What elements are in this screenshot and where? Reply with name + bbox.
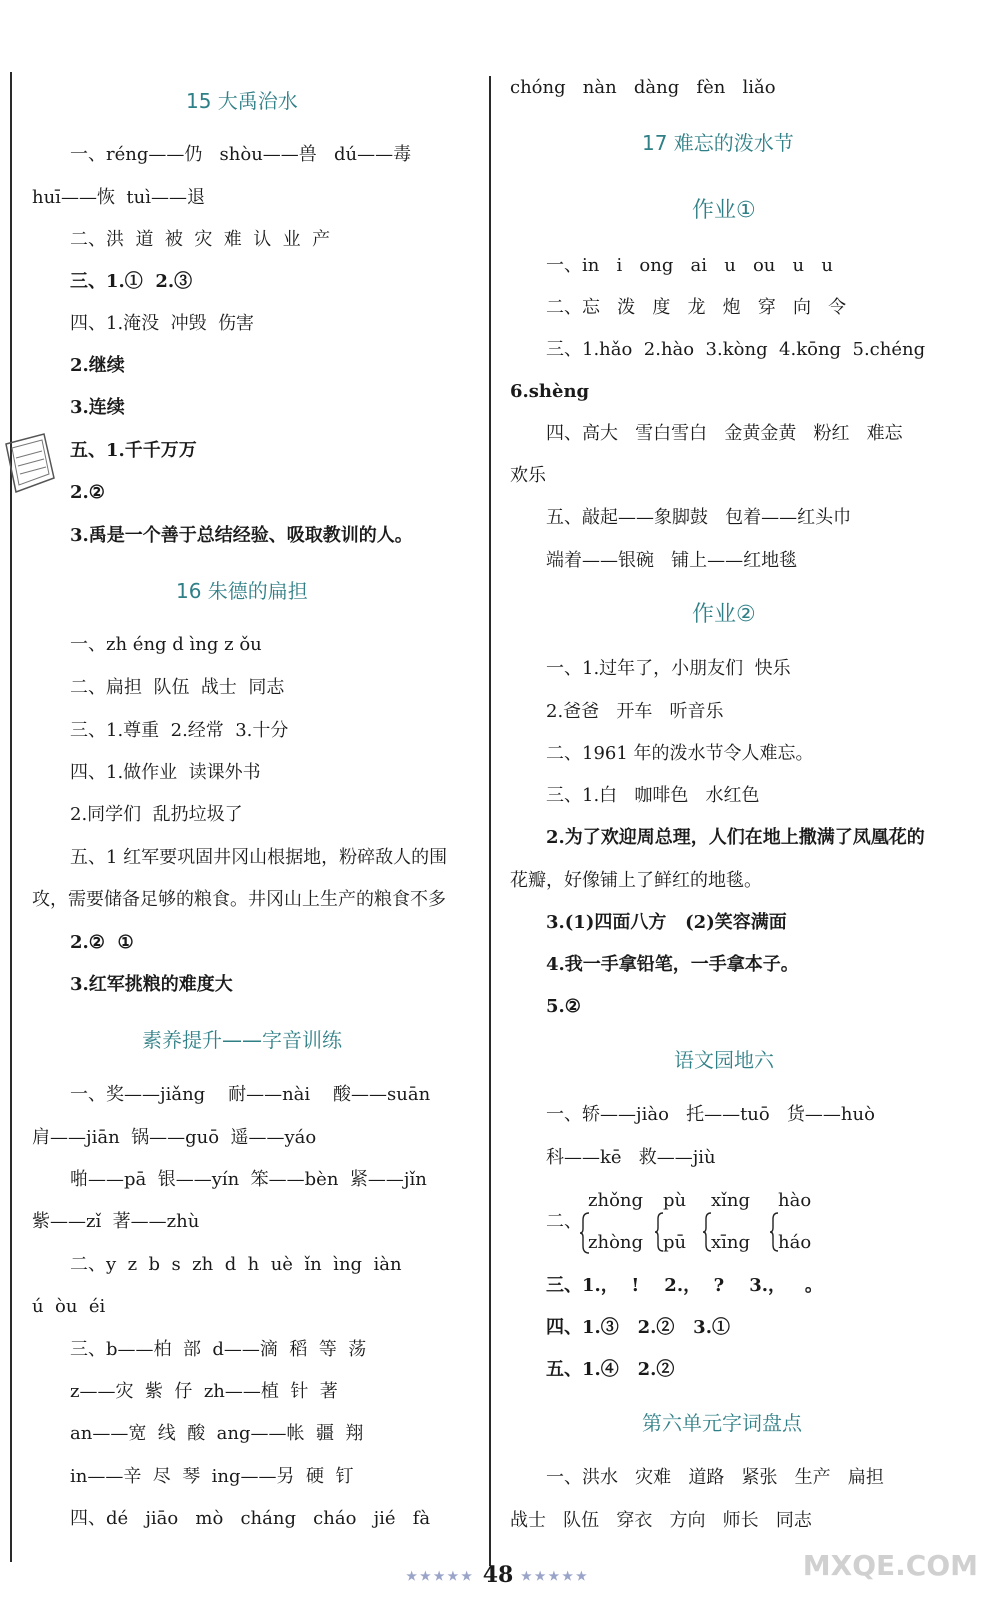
hw2-line: 5.② [546, 996, 581, 1017]
s16-line: 三、1.尊重 2.经常 3.十分 [70, 720, 289, 741]
s15-line: 四、1.淹没 冲毁 伤害 [70, 313, 255, 334]
yw-pair-bottom: xīng [711, 1232, 751, 1253]
s16-line: 攻，需要储备足够的粮食。井冈山上生产的粮食不多 [32, 889, 446, 910]
train-line: 三、b——柏 部 d——滴 稻 等 荡 [70, 1339, 367, 1360]
hw1-line: 一、in i ong ai u ou u u [546, 255, 833, 276]
yw-pair-bottom: pū [663, 1232, 687, 1253]
hw1-line: 四、高大 雪白雪白 金黄金黄 粉红 难忘 [546, 423, 903, 444]
section-title-17: 17 难忘的泼水节 [642, 131, 794, 155]
yw-pair-bottom: háo [778, 1232, 812, 1253]
s16-line: 一、zh éng d ìng z ǒu [70, 634, 262, 655]
section-title-15: 15 大禹治水 [186, 89, 298, 113]
s15-line: 3.禹是一个善于总结经验、吸取教训的人。 [70, 525, 413, 546]
unit-line: 战士 队伍 穿衣 方向 师长 同志 [510, 1510, 812, 1531]
s16-line: 四、1.做作业 读课外书 [70, 762, 261, 783]
train-line: an——宽 线 酸 ang——帐 疆 翔 [70, 1423, 364, 1444]
s15-line: 二、洪 道 被 灾 难 认 业 产 [70, 229, 331, 250]
train-line: 肩——jiān 锅——guō 遥——yáo [32, 1127, 317, 1148]
unit-line: 一、洪水 灾难 道路 紧张 生产 扁担 [546, 1467, 884, 1488]
hw2-line: 2.爸爸 开车 听音乐 [546, 701, 724, 722]
train-line: 紫——zǐ 著——zhù [32, 1211, 200, 1232]
train-line: 一、奖——jiǎng 耐——nài 酸——suān [70, 1084, 431, 1105]
yw-line: 一、轿——jiào 托——tuō 货——huò [546, 1104, 875, 1125]
star-decoration-icon: ★★★★★ [520, 1569, 590, 1583]
train-line: 二、y z b s zh d h uè ǐn ìng iàn [70, 1254, 402, 1275]
top-continued-line: chóng nàn dàng fèn liǎo [510, 77, 776, 98]
hw2-line: 一、1.过年了，小朋友们 快乐 [546, 658, 791, 679]
train-line: in——辛 尽 琴 ing——另 硬 钉 [70, 1466, 354, 1487]
hw1-line: 二、忘 泼 度 龙 炮 穿 向 令 [546, 297, 847, 318]
column-divider [489, 76, 491, 1566]
section-title-train: 素养提升——字音训练 [142, 1028, 342, 1052]
yw-pair-top: hào [778, 1190, 812, 1211]
watermark: MXQE.COM [802, 1549, 978, 1582]
hw1-line: 三、1.hǎo 2.hào 3.kòng 4.kōng 5.chéng [546, 339, 926, 360]
hw2-line: 2.为了欢迎周总理，人们在地上撒满了凤凰花的 [546, 827, 925, 848]
train-line: 啪——pā 银——yín 笨——bèn 紧——jǐn [70, 1169, 427, 1190]
hw1-line: 端着——银碗 铺上——红地毯 [546, 550, 798, 571]
s16-line: 五、1 红军要巩固井冈山根据地，粉碎敌人的围 [70, 847, 448, 868]
hw2-line: 花瓣，好像铺上了鲜红的地毯。 [510, 870, 762, 891]
stamp-graphic [0, 430, 56, 500]
hw2-line: 二、1961 年的泼水节令人难忘。 [546, 743, 814, 764]
s15-line: 一、réng——仍 shòu——兽 dú——毒 [70, 144, 412, 165]
hw1-line: 五、敲起——象脚鼓 包着——红头巾 [546, 507, 852, 528]
s16-line: 3.红军挑粮的难度大 [70, 974, 233, 995]
s16-line: 2.② ① [70, 932, 134, 953]
section-title-yuwen: 语文园地六 [674, 1048, 774, 1072]
yw-pair-top: zhǒng [588, 1190, 644, 1211]
yw-line: 四、1.③ 2.② 3.① [546, 1317, 730, 1338]
s15-line: 3.连续 [70, 397, 125, 418]
s15-line: 五、1.千千万万 [70, 440, 197, 461]
s16-line: 2.同学们 乱扔垃圾了 [70, 804, 243, 825]
s15-line: huī——恢 tuì——退 [32, 187, 205, 208]
yw-pair-bottom: zhòng [588, 1232, 644, 1253]
section-title-unit6: 第六单元字词盘点 [642, 1411, 802, 1435]
hw1-line: 6.shèng [510, 381, 590, 402]
hw2-line: 3.(1)四面八方 (2)笑容满面 [546, 912, 787, 933]
yw-line: 五、1.④ 2.② [546, 1359, 675, 1380]
train-line: 四、dé jiāo mò cháng cháo jié fà [70, 1508, 431, 1529]
homework-1-title: 作业① [692, 198, 756, 223]
left-margin-rule [10, 72, 12, 1562]
yw-pair-top: pù [663, 1190, 687, 1211]
star-decoration-icon: ★★★★★ [406, 1569, 476, 1583]
hw2-line: 三、1.白 咖啡色 水红色 [546, 785, 760, 806]
train-line: z——灾 紫 仔 zh——植 针 著 [70, 1381, 338, 1402]
hw2-line: 4.我一手拿铅笔，一手拿本子。 [546, 954, 799, 975]
s15-line: 三、1.① 2.③ [70, 271, 193, 292]
train-line: ú òu éi [32, 1296, 106, 1317]
homework-2-title: 作业② [692, 602, 756, 627]
section-title-16: 16 朱德的扁担 [176, 579, 308, 603]
s15-line: 2.继续 [70, 355, 125, 376]
page-number: 48 [482, 1562, 514, 1588]
s16-line: 二、扁担 队伍 战士 同志 [70, 677, 285, 698]
hw1-line: 欢乐 [510, 465, 546, 486]
yw-line: 三、1.， ! 2.， ? 3.， 。 [546, 1275, 823, 1296]
yw-pair-top: xǐng [711, 1190, 751, 1211]
yw-line: 科——kē 救——jiù [546, 1147, 716, 1168]
yw-er-label: 二、 [546, 1211, 582, 1232]
s15-line: 2.② [70, 482, 105, 503]
